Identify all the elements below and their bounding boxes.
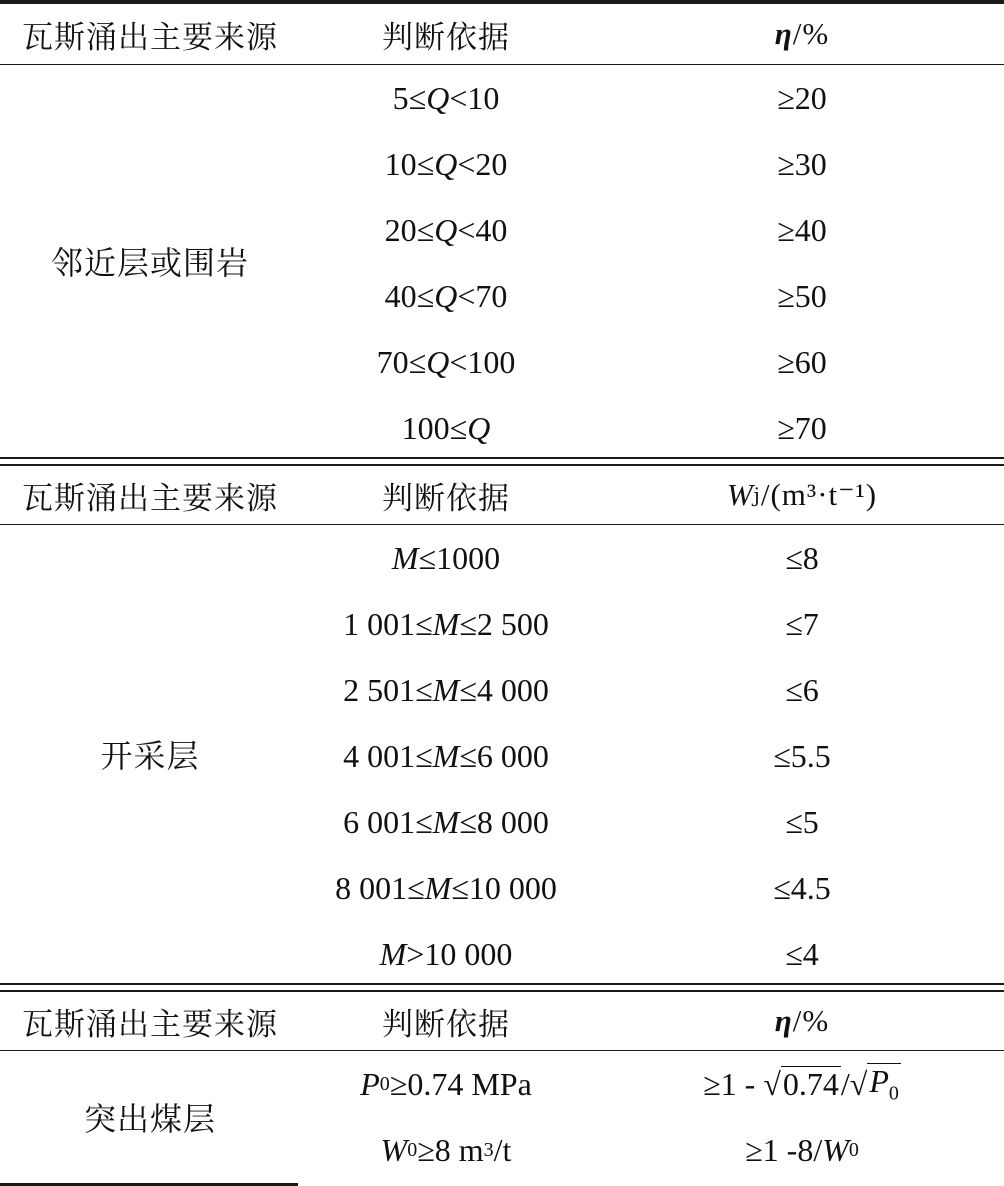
header-basis-col: 判断依据: [382, 1006, 510, 1043]
source-outburst-seam: 突出煤层: [83, 1100, 216, 1138]
basis-row: W 0 ≥8 m 3 /t: [380, 1131, 512, 1168]
header-source-col: 瓦斯涌出主要来源: [22, 480, 278, 517]
basis-row: 5≤ Q <10: [392, 79, 500, 116]
value-row: ≤7: [785, 605, 819, 642]
value-row: ≤4: [785, 935, 819, 972]
basis-row: 70≤ Q <100: [376, 343, 516, 380]
value-row: ≥40: [777, 211, 827, 248]
header-basis-col: 判断依据: [382, 480, 510, 517]
basis-row: 4 001≤ M ≤6 000: [343, 737, 549, 774]
header-value-col: [600, 466, 1004, 524]
header-value-unit: /%: [792, 1003, 830, 1038]
value-row: ≥1 - √ 0.74 /√ $P_0$: [703, 1063, 899, 1105]
value-row: ≤5.5: [773, 737, 831, 774]
value-row: ≥20: [777, 79, 827, 116]
header-source-col: 瓦斯涌出主要来源: [22, 19, 278, 56]
header-source-col: 瓦斯涌出主要来源: [22, 1006, 278, 1043]
eta-symbol: η: [774, 16, 793, 51]
value-row: ≤6: [785, 671, 819, 708]
value-row: ≤5: [785, 803, 819, 840]
header-basis-col: 判断依据: [382, 19, 510, 56]
basis-row: 2 501≤ M ≤4 000: [343, 671, 549, 708]
basis-row: 8 001≤ M ≤10 000: [335, 869, 557, 906]
value-row: ≥1 -8/ W 0: [745, 1131, 859, 1168]
basis-row: 20≤ Q <40: [384, 211, 508, 248]
header-value-col: [600, 992, 1004, 1050]
basis-row: M >10 000: [379, 935, 513, 972]
eta-symbol: η: [774, 1003, 793, 1038]
value-row: ≥60: [777, 343, 827, 380]
value-row: ≥50: [777, 277, 827, 314]
value-row: ≥30: [777, 145, 827, 182]
source-mining-layer: 开采层: [100, 737, 200, 775]
basis-row: 10≤ Q <20: [384, 145, 508, 182]
basis-row: P 0 ≥0.74 MPa: [360, 1065, 532, 1102]
value-row: ≤8: [785, 539, 819, 576]
basis-row: 40≤ Q <70: [384, 277, 508, 314]
basis-row: M ≤1000: [391, 539, 501, 576]
basis-row: 100≤ Q: [401, 409, 491, 446]
header-value-unit: /(m³·t⁻¹): [760, 477, 878, 512]
value-row: ≤4.5: [773, 869, 831, 906]
w-symbol: W: [726, 477, 754, 512]
value-row: ≥70: [777, 409, 827, 446]
source-adjacent-layer: 邻近层或围岩: [50, 244, 249, 282]
w-subscript: j: [753, 483, 761, 507]
basis-row: 1 001≤ M ≤2 500: [343, 605, 549, 642]
header-value-unit: /%: [792, 16, 830, 51]
basis-row: 6 001≤ M ≤8 000: [343, 803, 549, 840]
header-value-col: [600, 4, 1004, 64]
